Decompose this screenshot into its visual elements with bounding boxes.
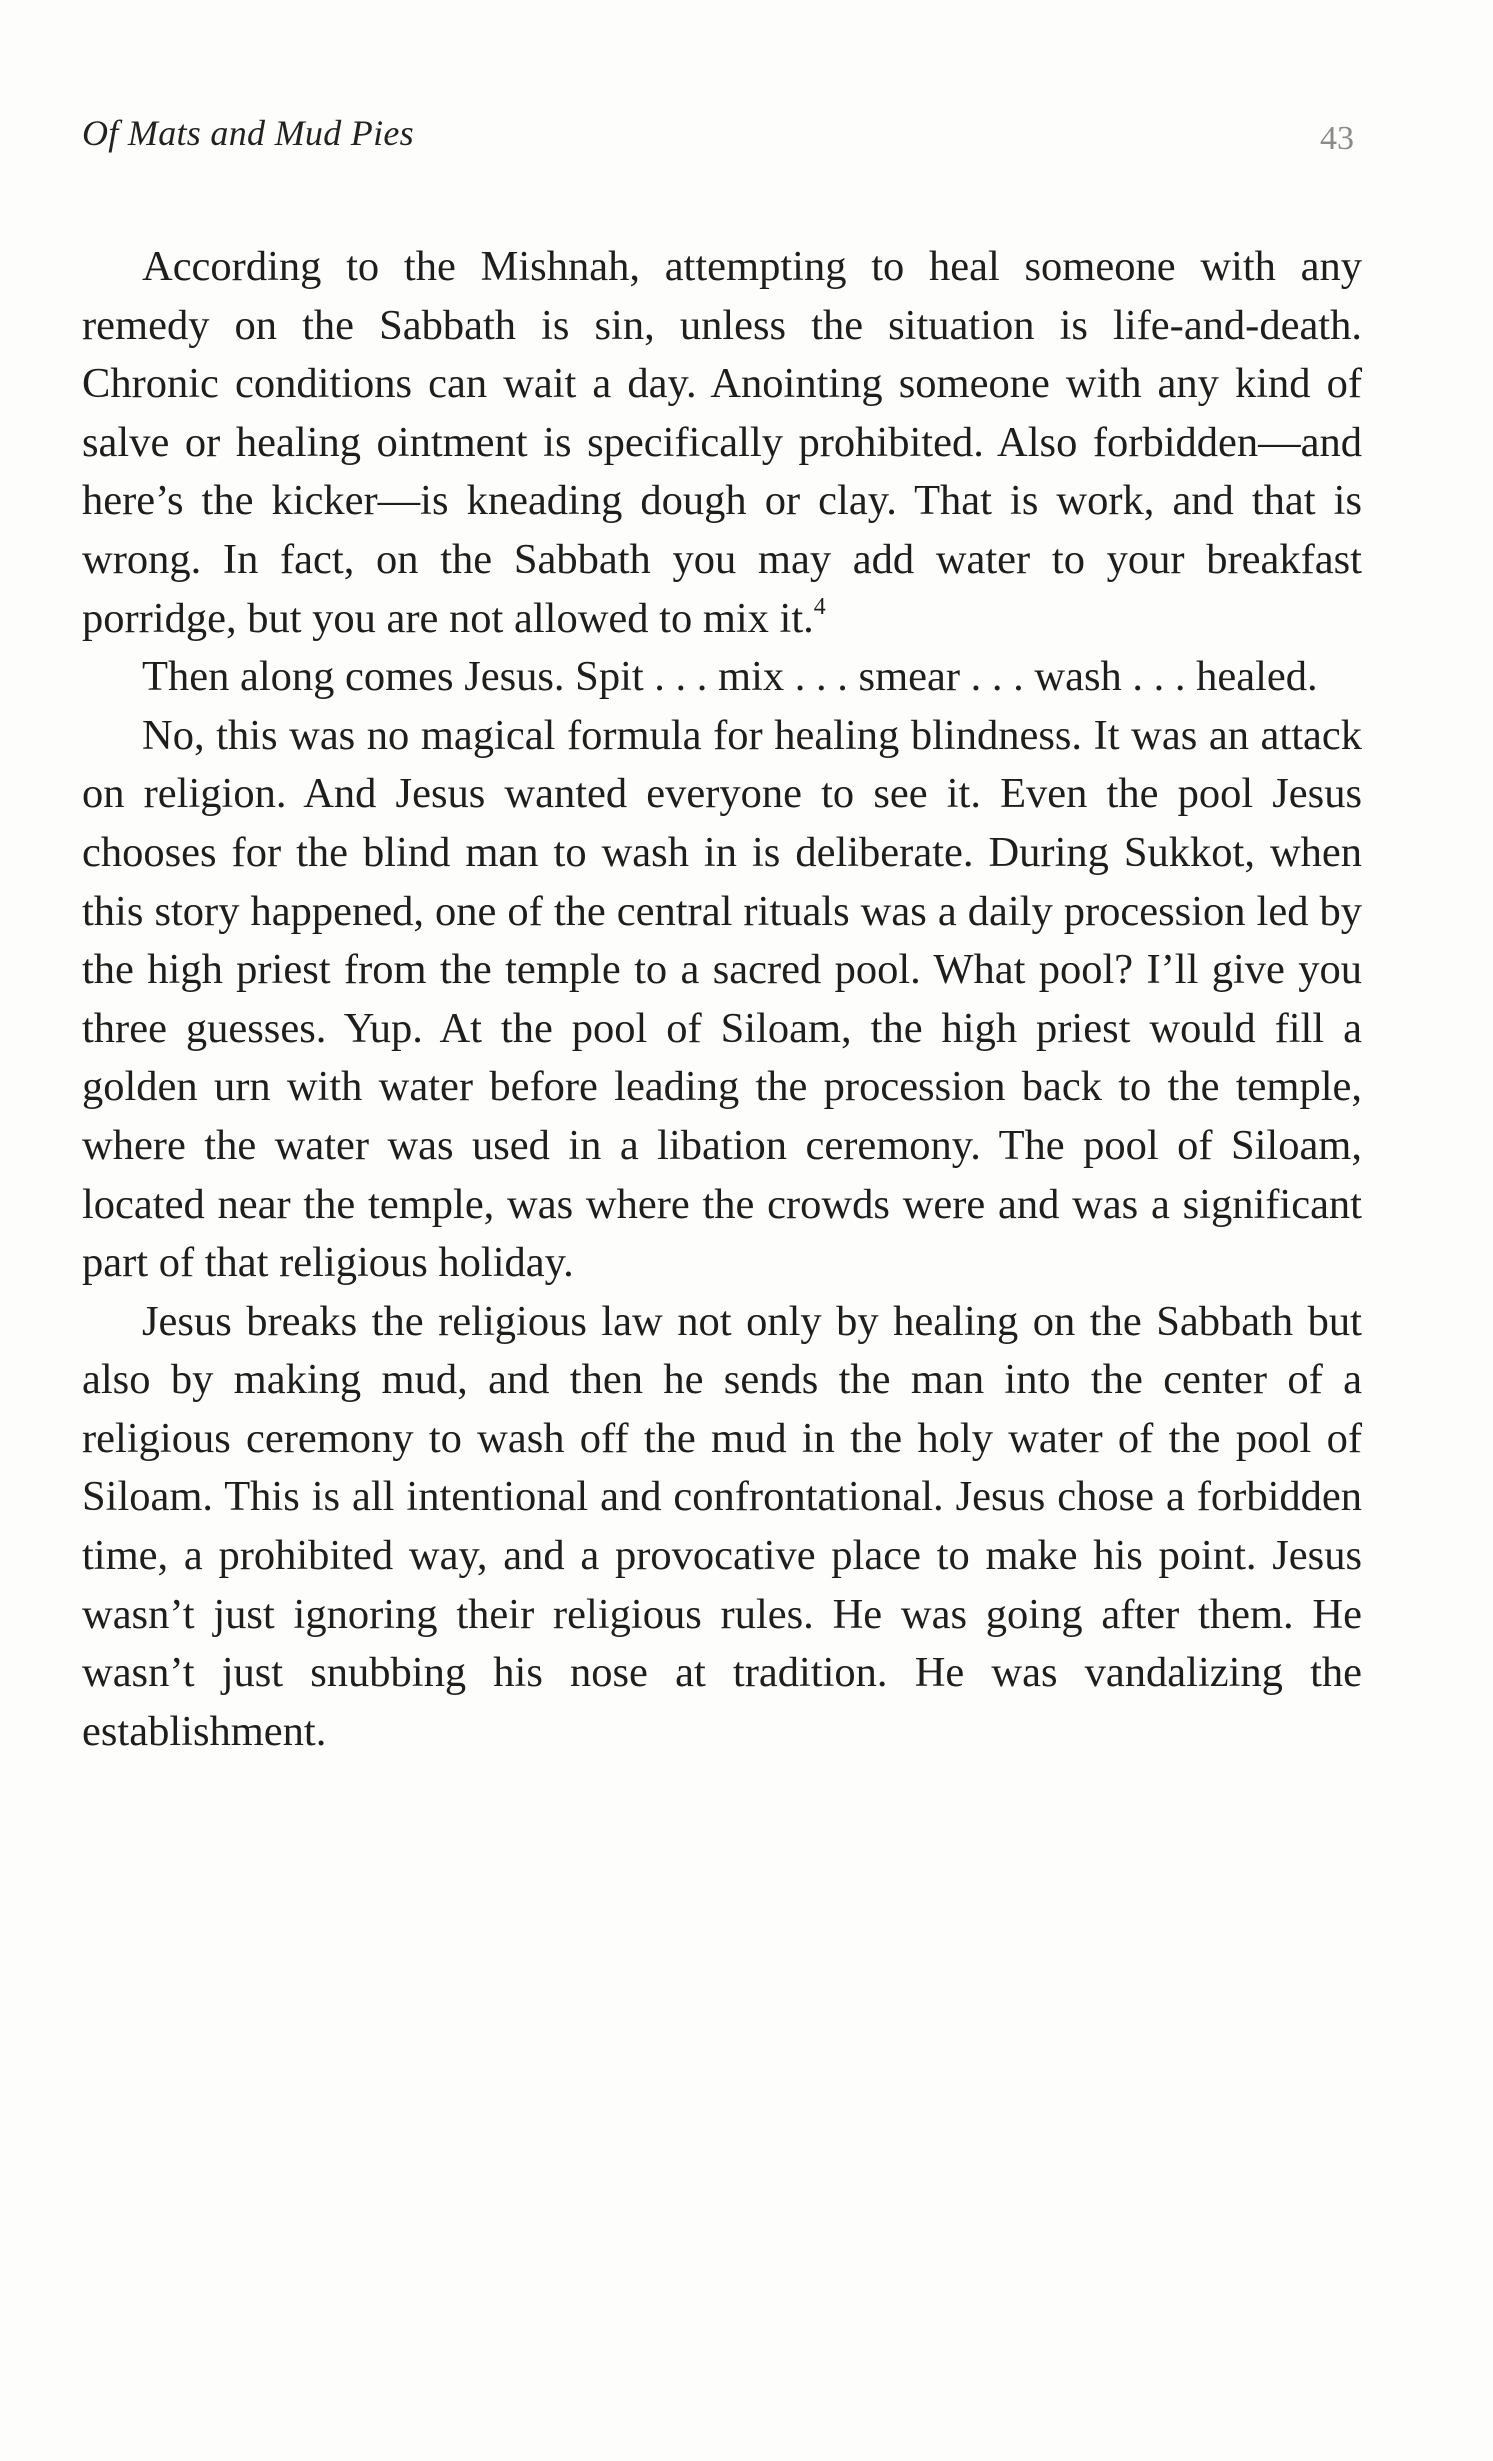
paragraph-text: Then along comes Jesus. Spit . . . mix . . . smear . . . wash . . . healed.	[142, 653, 1318, 701]
footnote-reference: 4	[813, 593, 826, 620]
paragraph-text: No, this was no magical formula for healing blindness. It was an attack on religion. And Jesus wanted everyone to see it. Even the pool Jesus chooses for the blind man to wash in is deliberate. During Sukkot, when this story happened, one of the central rituals was a daily procession led by the high priest from the temple to a sacred pool. What pool? I’ll give you three guesses. Yup. At the pool of Siloam, the high priest would fill a golden urn with water before leading the procession back to the temple, where the water was used in a libation ceremony. The pool of Siloam, located near the temple, was where the crowds were and was a significant part of that religious holiday.	[82, 711, 1362, 1287]
page-number: 43	[1320, 120, 1354, 157]
paragraph-text: According to the Mishnah, attempting to heal someone with any remedy on the Sabbath is sin, unless the situation is life-and-death. Chronic conditions can wait a day. Anointing someone with any kind of salve or healing ointment is specifically prohibited. Also forbidden—and here’s the kicker—is kneading dough or clay. That is work, and that is wrong. In fact, on the Sabbath you may add water to your breakfast porridge, but you are not allowed to mix it.	[82, 243, 1362, 642]
paragraph	[82, 238, 1362, 648]
paragraph	[82, 1293, 1362, 1762]
body-text	[82, 238, 1362, 1761]
running-head: Of Mats and Mud Pies	[82, 113, 414, 153]
paragraph-text: Jesus breaks the religious law not only by healing on the Sabbath but also by making mud, and then he sends the man into the center of a religious ceremony to wash off the mud in the holy water of the pool of Siloam. This is all intentional and confrontational. Jesus chose a forbidden time, a prohibited way, and a provocative place to make his point. Jesus wasn’t just ignoring their religious rules. He was going after them. He wasn’t just snubbing his nose at tradition. He was vandalizing the establishment.	[82, 1297, 1362, 1755]
paragraph	[82, 707, 1362, 1293]
paragraph	[82, 648, 1362, 707]
